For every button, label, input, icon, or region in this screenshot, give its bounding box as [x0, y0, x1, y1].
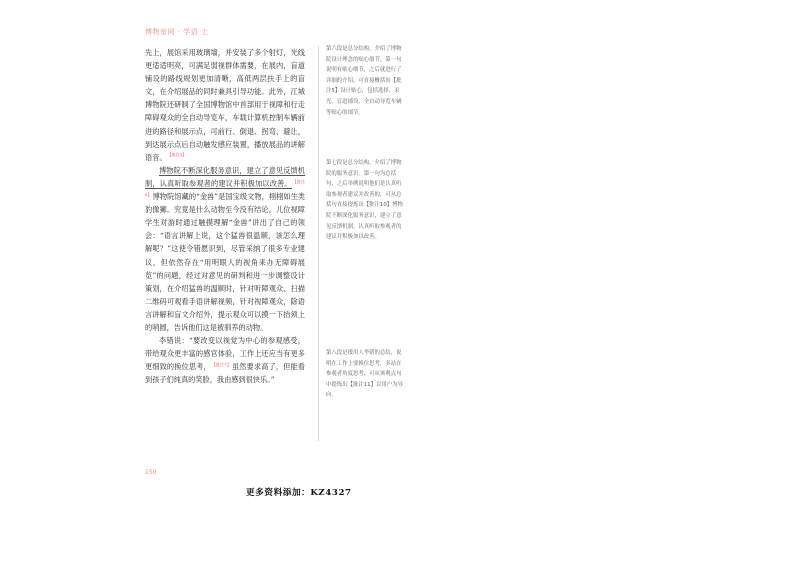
paragraph-1: [145, 46, 305, 164]
annotation-marker: 【批注7】: [211, 361, 231, 367]
main-text-column: [145, 46, 305, 386]
running-header: 博物室网 · 学语 上: [145, 28, 209, 36]
page-number: 150: [145, 469, 157, 476]
paragraph-3-text-a: 李错说：“要改变以视觉为中心的参观感受，带给观众更丰富的感官体验，工作上还应当有更多更细致的换位思考，: [145, 336, 305, 372]
annotation-marker: 【批注6】: [145, 178, 305, 197]
annotation-marker: 【批注5】: [167, 152, 187, 158]
paragraph-3: [145, 334, 305, 386]
paragraph-2: [145, 164, 305, 334]
side-note-3: 第八段是援用人李错的总结，说明在工作上要换位思考，多站在参观者角度思考，可从该观点句中提炼出【批注11】以用户为导向。: [326, 350, 403, 399]
paragraph-1-text: 先上，展馆采用玻璃墙，并安装了多个射灯，光线更适适明亮，可满足弱视群体需要，在展内，盲道铺设的路线规划更加清晰，高低两层扶手上的盲文，在介绍展品的同时兼具引导功能。此外，江城博物院还研制了全国博物馆中首部用于视障和行走障碍观众的全自动导览车，车载计算机控制车辆前进的路径和展示点，可前行、倒退、拐弯、避让，到达展示点后自动触发感应装置，播放展品的讲解语音。: [145, 48, 305, 162]
promo-text: 更多资料添加：KZ4327: [246, 488, 352, 498]
paragraph-2-summary-text: 博物院不断深化服务意识，建立了意见反馈机制，认真听取参观者的建议并积极加以改善。: [145, 165, 305, 188]
side-note-1: 第六段是总分结构，介绍了博物院设计理念的贴心细节。第一句说明有贴心细节，之后就进行了详细的介绍，可直接概括出【批注5】设计贴心，包括选择、采光、盲道铺设、全自动导览车辆等贴心的细节。: [326, 46, 402, 116]
paragraph-3-text-b: 虽然要求高了，但能看到孩子们纯真的笑脸，我由感到很快乐。”: [145, 362, 305, 385]
side-note-2: 第七段是总分结构，介绍了博物院的服务意识。第一句为总括句，之后举例说明他们是认真听取参观者建议并改善的，可从总括句直接提炼出【批注10】博物院不断深化服务意识，建立了意见反馈机制，认真听取参观者的建议并积极加以改善。: [326, 160, 403, 241]
column-divider: [318, 46, 319, 441]
paragraph-2-body-text: 博物院馆藏的“金兽”是国宝级文物，栩栩如生类豹像狮。究竟是什么动物至今没有结论。儿位视障学生对游时通过触摸理解“金兽”讲出了自己的领会：“语言讲解上说，这个猛兽很温顺，该怎么理解呢？”这使令错愿识到，尽管采纳了很多专业建议，但依然存在“用明眼人的视角来办无障碍展览”的问题，经过对意见的研判和进一步调整设计策划，在介绍猛兽的温顺时，针对听障观众、扫描二维码可观看手语讲解视频，针对视障观众，除语言讲解和盲文介绍外，提示观众可以摸一下抬须上的哨圆，告诉他们这是被驯养的动物。: [145, 192, 305, 332]
